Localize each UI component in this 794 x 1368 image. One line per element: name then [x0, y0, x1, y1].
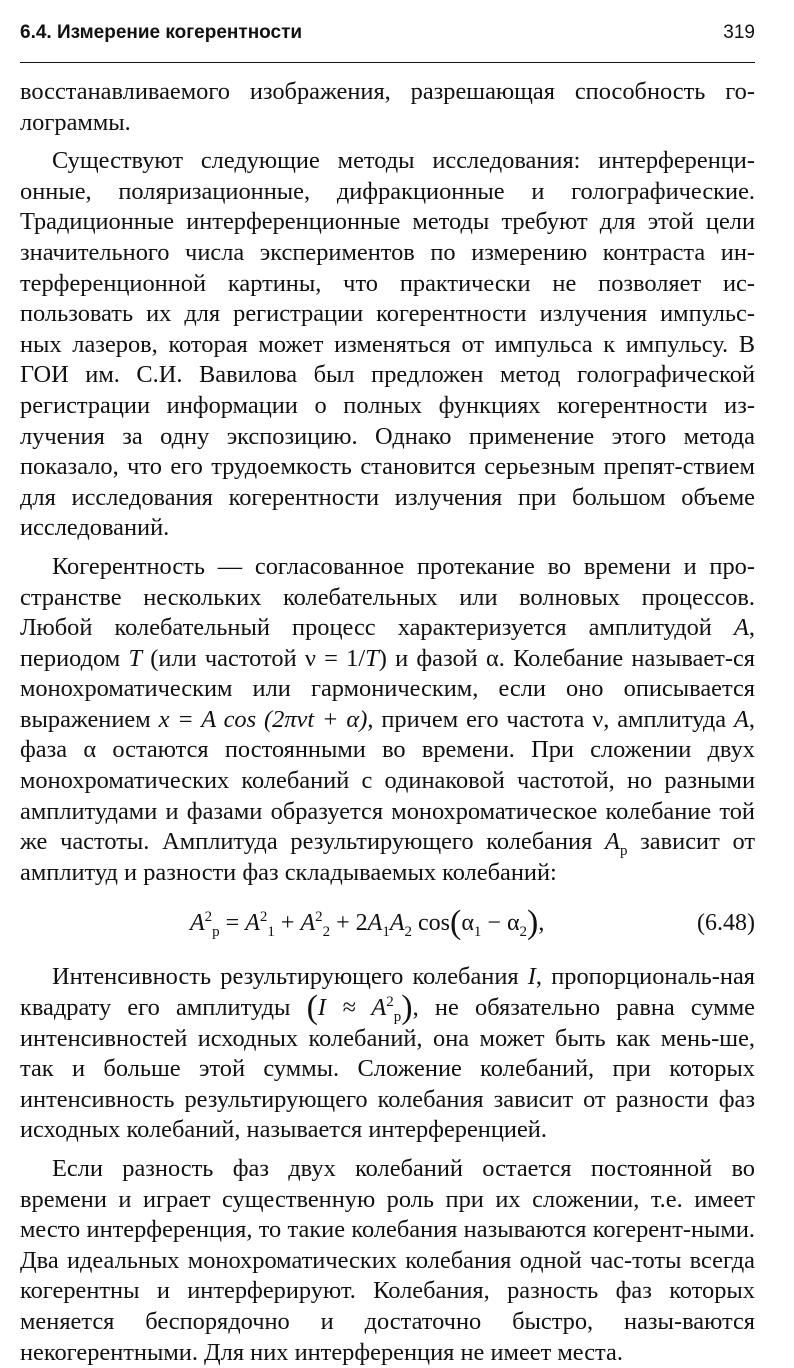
formula-operator: −	[481, 910, 507, 937]
formula-paren: )	[527, 904, 539, 942]
formula-symbol: A	[190, 910, 205, 937]
subscript: р	[212, 924, 220, 941]
subscript: 2	[404, 924, 412, 941]
text-span: Интенсивность результирующего колебания	[52, 963, 528, 991]
superscript: 2	[204, 909, 213, 926]
superscript: 2	[315, 909, 323, 926]
symbol-period: T	[365, 644, 379, 672]
formula-symbol: A	[245, 910, 260, 937]
text-span: Когерентность — согласованное протекание во времени и про-странстве нескольких колебательных или волновых процессов. Любой колебательный процесс характеризуется амплитудой	[20, 552, 755, 642]
paragraph-continuation: восстанавливаемого изображения, разрешающая способность го-лограммы.	[20, 78, 755, 136]
text-span: зависит от амплитуд и разности фаз складываемых колебаний:	[20, 828, 756, 886]
formula-symbol: A	[389, 910, 405, 937]
formula-punctuation: ,	[538, 910, 545, 937]
formula-symbol: A	[300, 910, 316, 937]
subscript: р	[619, 843, 628, 860]
paragraph-coherence-definition	[20, 552, 755, 889]
text-span: , периодом	[20, 614, 755, 672]
formula-operator: +	[274, 910, 301, 937]
formula-symbol: α	[506, 910, 520, 937]
formula-block	[20, 896, 755, 954]
paragraph-methods: Существуют следующие методы исследования: интерференци-онные, поляризационные, дифракционные и голографические. Традиционные интерференционные методы требуют для этой цели значительного числа экспериментов по измерению контраста ин-терференционной картины, что практически не позволяет ис-пользовать их для регистрации когерентности излучения импульс-ных лазеров, которая может изменяться от импульса к импульсу. В ГОИ им. С.И. Вавилова был предложен метод голографической регистрации информации о полных функциях когерентности из-лучения за одну экспозицию. Однако применение этого метода показало, что его трудоемкость становится серьезным препят-ствием для исследования когерентности излучения при большом объеме исследований.	[20, 147, 755, 542]
text-span: , причем его частота ν, амплитуда	[367, 705, 734, 733]
formula-symbol: A	[367, 910, 383, 937]
text-span: , фаза α остаются постоянными во времени. При сложении двух монохроматических колебаний с одинаковой частотой, но разными амплитудами и фазами образуется монохроматическое колебание той же частоты. Амплитуда результирующего колебания	[20, 705, 755, 856]
page-number: 319	[723, 22, 755, 43]
subscript: 1	[267, 924, 275, 941]
subscript: р	[393, 1008, 402, 1025]
paragraph-coherent-oscillations: Если разность фаз двух колебаний остается постоянной во времени и играет существенную роль при их сложении, т.е. имеет место интерференция, то такие колебания называются когерент-ными. Два идеальных монохроматических колебания одной час-тоты всегда когерентны и интерферируют. Колебания, разность фаз которых меняется беспорядочно и достаточно быстро, назы-ваются некогерентными. Для них интерференция не имеет места.	[20, 1155, 755, 1366]
formula-operator: =	[219, 910, 246, 937]
symbol-period: T	[128, 644, 143, 672]
subscript: 2	[322, 924, 331, 941]
symbol-intensity: I	[527, 963, 536, 991]
superscript: 2	[259, 909, 268, 926]
inline-expression: I ≈ A	[317, 994, 387, 1022]
text-span: , пропорциональ-ная квадрату его амплитуды	[20, 963, 755, 1022]
formula-paren: )	[401, 989, 413, 1027]
subscript: 1	[382, 924, 390, 941]
superscript: 2	[386, 993, 394, 1010]
symbol-amplitude: A	[733, 705, 749, 733]
inline-expression: x = A cos (2πνt + α)	[158, 705, 368, 733]
running-head	[20, 22, 755, 63]
text-span: ) и фазой α. Колебание называет-ся монохроматическим или гармоническим, если оно описывается выражением	[20, 644, 756, 733]
page	[20, 0, 755, 1368]
text-span: (или частотой ν = 1/	[142, 644, 366, 672]
section-title: 6.4. Измерение когерентности	[20, 22, 303, 43]
formula-function: cos	[412, 910, 450, 937]
text-span: , не обязательно равна сумме интенсивностей исходных колебаний, она может быть как мень-ше, так и больше этой суммы. Сложение колебаний, при которых интенсивность результирующего колебания зависит от разности фаз исходных колебаний, называется интерференцией.	[20, 994, 755, 1144]
formula-symbol: α	[461, 910, 474, 937]
equation-number: (6.48)	[697, 910, 755, 937]
subscript: 2	[519, 924, 528, 941]
formula-operator: + 2	[330, 910, 368, 937]
subscript: 1	[473, 924, 482, 941]
body-text	[20, 77, 755, 1368]
formula-paren: (	[450, 904, 462, 942]
symbol-amplitude: A	[733, 614, 749, 642]
formula-paren: (	[306, 989, 318, 1027]
equation	[190, 904, 545, 942]
symbol-result-amplitude: A	[605, 828, 620, 856]
paragraph-intensity	[20, 962, 755, 1146]
